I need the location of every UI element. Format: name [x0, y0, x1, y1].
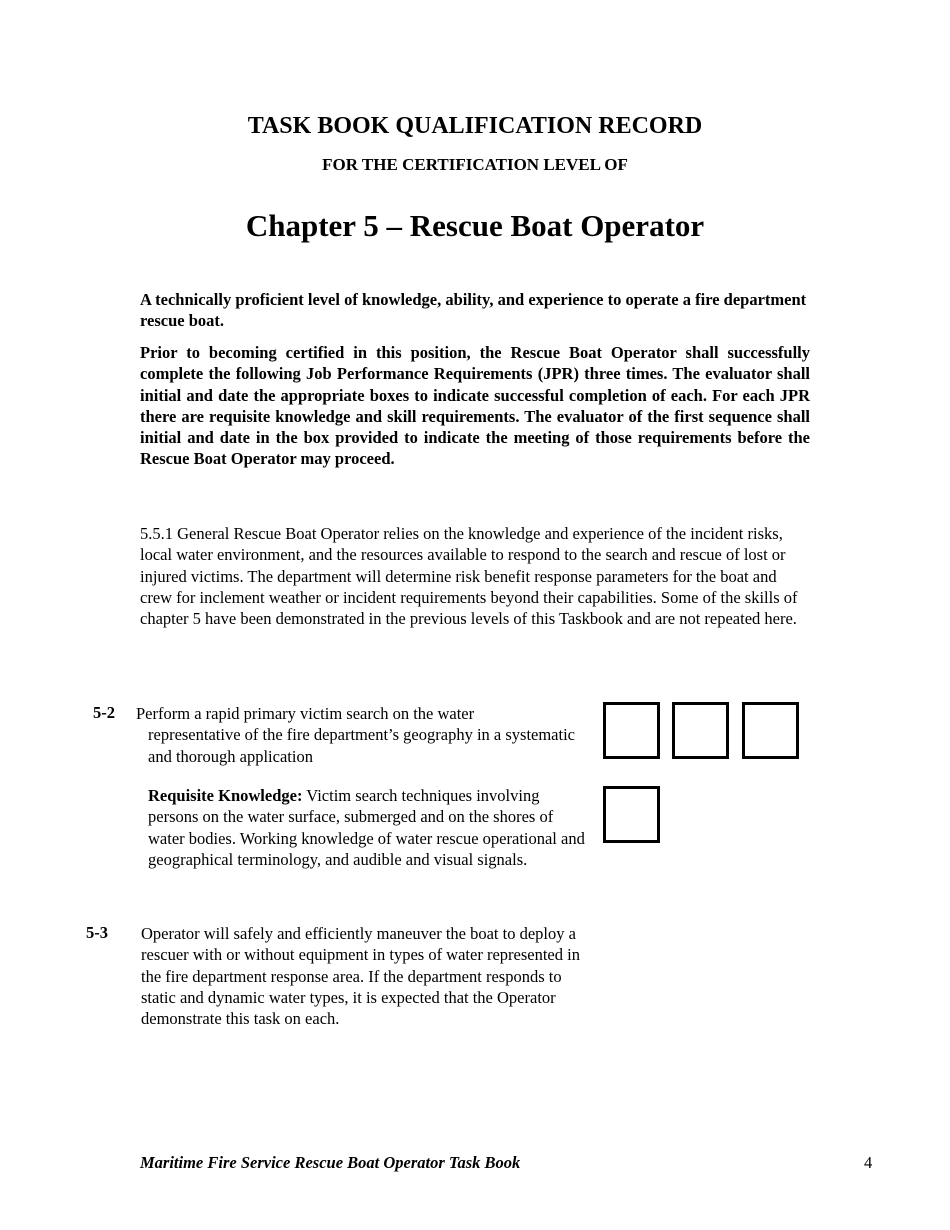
intro-instructions: Prior to becoming certified in this position, the Rescue Boat Operator shall successfully complete the following Job Performance Requirements (JPR) three times. The evaluator shall initial and date the appropriate boxes to indicate successful completion of each. For each JPR there are requisite knowledge and skill requirements. The evaluator of the first sequence shall initial and date in the box provided to indicate the meeting of those requirements before the Rescue Boat Operator may proceed.	[140, 343, 810, 469]
requisite-knowledge-text: Victim search techniques involving persons on the water surface, submerged and on the shores of water bodies. Working knowledge of water rescue operational and geographical terminology, and audible and visual signals.	[148, 786, 585, 869]
intro-summary: A technically proficient level of knowledge, ability, and experience to operate a fire department rescue boat.	[140, 290, 807, 331]
signoff-box-1[interactable]	[603, 702, 660, 759]
task-number-5-3: 5-3	[86, 923, 108, 942]
requisite-signoff-box[interactable]	[603, 786, 660, 843]
chapter-title: Chapter 5 – Rescue Boat Operator	[245, 208, 705, 243]
task-5-3-description: Operator will safely and efficiently maneuver the boat to deploy a rescuer with or without equipment in types of water represented in the fire department response area. If the department responds to static and dynamic water types, it is expected that the Operator demonstrate this task on each.	[141, 924, 580, 1029]
task-5-2-line-rest: representative of the fire department’s geography in a systematic and thorough application	[148, 725, 576, 766]
requisite-knowledge-label: Requisite Knowledge:	[148, 786, 303, 805]
task-5-2-requisite-knowledge	[148, 785, 588, 870]
signoff-box-2[interactable]	[672, 702, 729, 759]
task-5-2-line1: Perform a rapid primary victim search on the water	[136, 704, 475, 723]
footer-title: Maritime Fire Service Rescue Boat Operator Task Book	[140, 1153, 521, 1172]
task-number-5-2: 5-2	[93, 703, 115, 722]
page-number: 4	[864, 1153, 873, 1172]
record-subtitle: FOR THE CERTIFICATION LEVEL OF	[322, 155, 628, 174]
record-title: TASK BOOK QUALIFICATION RECORD	[247, 113, 703, 139]
task-5-2-description	[136, 703, 586, 767]
signoff-box-3[interactable]	[742, 702, 799, 759]
general-description: 5.5.1 General Rescue Boat Operator relies on the knowledge and experience of the incident risks, local water environment, and the resources available to respond to the search and rescue of lost or injured victims. The department will determine risk benefit response parameters for the boat and crew for inclement weather or incident requirements beyond their capabilities. Some of the skills of chapter 5 have been demonstrated in the previous levels of this Taskbook and are not repeated here.	[140, 524, 798, 629]
